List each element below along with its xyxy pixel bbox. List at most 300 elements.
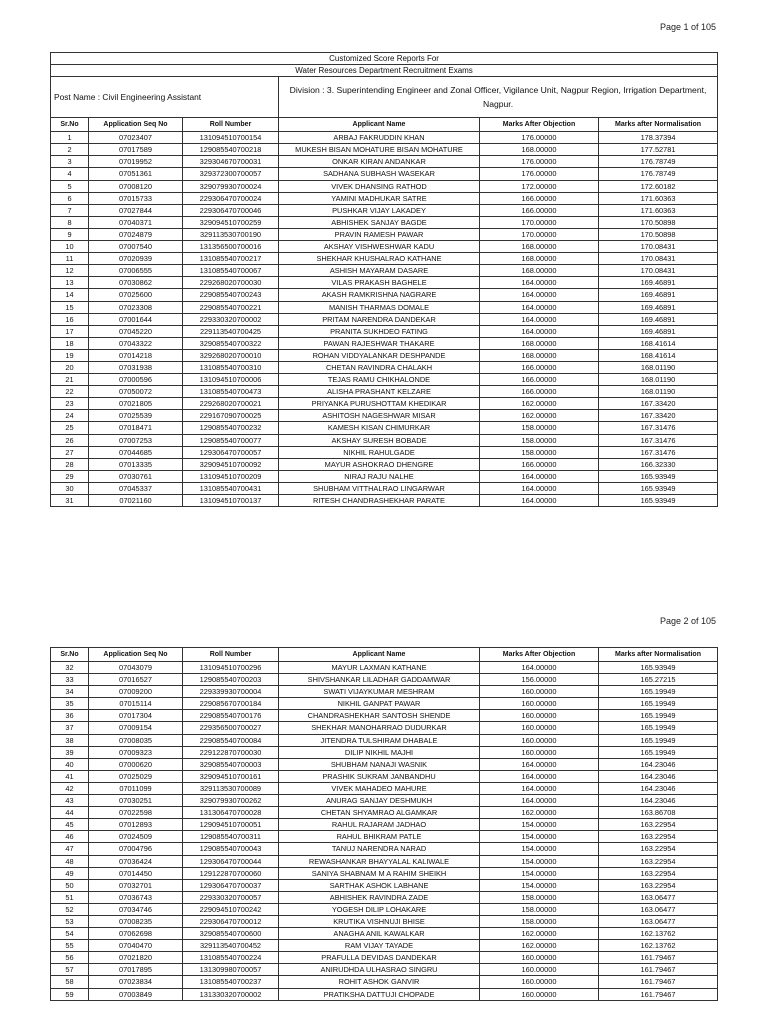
application-seq-cell: 07023308 — [89, 301, 183, 313]
application-seq-cell: 07043322 — [89, 337, 183, 349]
applicant-name-cell: AKASH RAMKRISHNA NAGRARE — [279, 289, 480, 301]
marks-after-objection-cell: 164.00000 — [480, 662, 599, 674]
applicant-name-cell: PRANITA SUKHDEO FATING — [279, 325, 480, 337]
roll-number-cell: 131085540700217 — [183, 253, 279, 265]
sr-no-cell: 55 — [51, 940, 89, 952]
sr-no-cell: 26 — [51, 434, 89, 446]
table-row — [51, 325, 718, 337]
table-row — [51, 374, 718, 386]
applicant-name-cell: MANISH THARMAS DOMALE — [279, 301, 480, 313]
marks-normalised-cell: 165.19949 — [599, 710, 718, 722]
applicant-name-cell: NIKHIL GANPAT PAWAR — [279, 698, 480, 710]
table-row — [51, 241, 718, 253]
roll-number-cell: 131094510700154 — [183, 132, 279, 144]
roll-number-cell: 129085540700077 — [183, 434, 279, 446]
marks-after-objection-cell: 162.00000 — [480, 928, 599, 940]
marks-normalised-cell: 170.08431 — [599, 253, 718, 265]
application-seq-cell: 07019952 — [89, 156, 183, 168]
marks-normalised-cell: 168.41614 — [599, 337, 718, 349]
marks-normalised-cell: 162.13762 — [599, 940, 718, 952]
sr-no-cell: 27 — [51, 446, 89, 458]
marks-after-objection-cell: 160.00000 — [480, 686, 599, 698]
marks-after-objection-cell: 160.00000 — [480, 710, 599, 722]
marks-normalised-cell: 163.22954 — [599, 831, 718, 843]
marks-after-objection-cell: 158.00000 — [480, 446, 599, 458]
page-number-1: Page 1 of 105 — [659, 22, 716, 32]
sr-no-cell: 40 — [51, 758, 89, 770]
marks-after-objection-cell: 160.00000 — [480, 988, 599, 1000]
application-seq-cell: 07016527 — [89, 674, 183, 686]
applicant-name-cell: ASHISH MAYARAM DASARE — [279, 265, 480, 277]
sr-no-cell: 28 — [51, 458, 89, 470]
application-seq-cell: 07011099 — [89, 782, 183, 794]
sr-no-cell: 22 — [51, 386, 89, 398]
roll-number-cell: 131085540700237 — [183, 976, 279, 988]
marks-after-objection-cell: 160.00000 — [480, 976, 599, 988]
marks-after-objection-cell: 164.00000 — [480, 495, 599, 507]
roll-number-cell: 229268020700021 — [183, 398, 279, 410]
table-row — [51, 855, 718, 867]
application-seq-cell: 07008120 — [89, 180, 183, 192]
marks-normalised-cell: 163.22954 — [599, 819, 718, 831]
application-seq-cell: 07012893 — [89, 819, 183, 831]
marks-normalised-cell: 169.46891 — [599, 277, 718, 289]
application-seq-cell: 07006555 — [89, 265, 183, 277]
sr-no-cell: 18 — [51, 337, 89, 349]
roll-number-cell: 131085540700067 — [183, 265, 279, 277]
applicant-name-cell: RAHUL RAJARAM JADHAO — [279, 819, 480, 831]
sr-no-cell: 56 — [51, 952, 89, 964]
roll-number-cell: 131094510700296 — [183, 662, 279, 674]
applicant-name-cell: JITENDRA TULSHIRAM DHABALE — [279, 734, 480, 746]
sr-no-cell: 4 — [51, 168, 89, 180]
marks-after-objection-cell: 164.00000 — [480, 277, 599, 289]
marks-normalised-cell: 161.79467 — [599, 988, 718, 1000]
sr-no-cell: 23 — [51, 398, 89, 410]
table-row — [51, 228, 718, 240]
applicant-name-cell: ANURAG SANJAY DESHMUKH — [279, 795, 480, 807]
marks-normalised-cell: 168.01190 — [599, 374, 718, 386]
table-row — [51, 915, 718, 927]
marks-normalised-cell: 177.52781 — [599, 144, 718, 156]
applicant-name-cell: CHETAN RAVINDRA CHALAKH — [279, 361, 480, 373]
table-row — [51, 192, 718, 204]
roll-number-cell: 329085540700322 — [183, 337, 279, 349]
roll-number-cell: 129306470700044 — [183, 855, 279, 867]
applicant-name-cell: PAWAN RAJESHWAR THAKARE — [279, 337, 480, 349]
table-row — [51, 349, 718, 361]
table-row — [51, 168, 718, 180]
applicant-name-cell: PRAFULLA DEVIDAS DANDEKAR — [279, 952, 480, 964]
marks-normalised-cell: 167.31476 — [599, 446, 718, 458]
table-row — [51, 253, 718, 265]
applicant-name-cell: PRITAM NARENDRA DANDEKAR — [279, 313, 480, 325]
table-row — [51, 482, 718, 494]
roll-number-cell: 131094510700209 — [183, 470, 279, 482]
applicant-name-cell: AKSHAY VISHWESHWAR KADU — [279, 241, 480, 253]
application-seq-cell: 07062698 — [89, 928, 183, 940]
application-seq-cell: 07040470 — [89, 940, 183, 952]
applicant-name-cell: KAMESH KISAN CHIMURKAR — [279, 422, 480, 434]
applicant-name-cell: TANUJ NARENDRA NARAD — [279, 843, 480, 855]
marks-normalised-cell: 165.19949 — [599, 734, 718, 746]
column-header-row — [51, 648, 718, 662]
roll-number-cell: 329079930700024 — [183, 180, 279, 192]
sr-no-cell: 51 — [51, 891, 89, 903]
application-seq-cell: 07004796 — [89, 843, 183, 855]
sr-no-cell: 44 — [51, 807, 89, 819]
marks-normalised-cell: 162.13762 — [599, 928, 718, 940]
marks-after-objection-cell: 166.00000 — [480, 458, 599, 470]
sr-no-cell: 53 — [51, 915, 89, 927]
column-header: Marks after Normalisation — [599, 648, 718, 662]
marks-after-objection-cell: 164.00000 — [480, 301, 599, 313]
application-seq-cell: 07021160 — [89, 495, 183, 507]
applicant-name-cell: PRAVIN RAMESH PAWAR — [279, 228, 480, 240]
roll-number-cell: 329094510700092 — [183, 458, 279, 470]
table-row — [51, 807, 718, 819]
applicant-name-cell: SADHANA SUBHASH WASEKAR — [279, 168, 480, 180]
application-seq-cell: 07025029 — [89, 770, 183, 782]
sr-no-cell: 2 — [51, 144, 89, 156]
marks-after-objection-cell: 166.00000 — [480, 361, 599, 373]
column-header: Marks after Normalisation — [599, 118, 718, 132]
sr-no-cell: 58 — [51, 976, 89, 988]
roll-number-cell: 229122870700030 — [183, 746, 279, 758]
marks-after-objection-cell: 154.00000 — [480, 819, 599, 831]
application-seq-cell: 07051361 — [89, 168, 183, 180]
sr-no-cell: 3 — [51, 156, 89, 168]
applicant-name-cell: PRATIKSHA DATTUJI CHOPADE — [279, 988, 480, 1000]
roll-number-cell: 131356500700016 — [183, 241, 279, 253]
applicant-name-cell: VILAS PRAKASH BAGHELE — [279, 277, 480, 289]
applicant-name-cell: ALISHA PRASHANT KELZARE — [279, 386, 480, 398]
roll-number-cell: 229094510700242 — [183, 903, 279, 915]
marks-after-objection-cell: 166.00000 — [480, 192, 599, 204]
table-row — [51, 301, 718, 313]
marks-after-objection-cell: 166.00000 — [480, 204, 599, 216]
table-row — [51, 204, 718, 216]
table-row — [51, 952, 718, 964]
table-row — [51, 734, 718, 746]
table-row — [51, 361, 718, 373]
marks-after-objection-cell: 164.00000 — [480, 289, 599, 301]
marks-after-objection-cell: 168.00000 — [480, 337, 599, 349]
marks-after-objection-cell: 160.00000 — [480, 722, 599, 734]
application-seq-cell: 07031938 — [89, 361, 183, 373]
marks-after-objection-cell: 170.00000 — [480, 228, 599, 240]
roll-number-cell: 329304670700031 — [183, 156, 279, 168]
application-seq-cell: 07009200 — [89, 686, 183, 698]
marks-normalised-cell: 165.27215 — [599, 674, 718, 686]
roll-number-cell: 329113530700190 — [183, 228, 279, 240]
application-seq-cell: 07045337 — [89, 482, 183, 494]
marks-normalised-cell: 168.41614 — [599, 349, 718, 361]
sr-no-cell: 24 — [51, 410, 89, 422]
application-seq-cell: 07008235 — [89, 915, 183, 927]
marks-normalised-cell: 167.31476 — [599, 434, 718, 446]
marks-normalised-cell: 163.86708 — [599, 807, 718, 819]
table-row — [51, 674, 718, 686]
roll-number-cell: 229085540700084 — [183, 734, 279, 746]
applicant-name-cell: ANAGHA ANIL KAWALKAR — [279, 928, 480, 940]
application-seq-cell: 07007540 — [89, 241, 183, 253]
application-seq-cell: 07007253 — [89, 434, 183, 446]
sr-no-cell: 20 — [51, 361, 89, 373]
column-header: Marks After Objection — [480, 118, 599, 132]
marks-normalised-cell: 163.22954 — [599, 855, 718, 867]
table-row — [51, 470, 718, 482]
sr-no-cell: 15 — [51, 301, 89, 313]
applicant-name-cell: SHIVSHANKAR LILADHAR GADDAMWAR — [279, 674, 480, 686]
sr-no-cell: 34 — [51, 686, 89, 698]
applicant-name-cell: RAM VIJAY TAYADE — [279, 940, 480, 952]
applicant-name-cell: ROHIT ASHOK GANVIR — [279, 976, 480, 988]
marks-normalised-cell: 164.23046 — [599, 770, 718, 782]
application-seq-cell: 07024509 — [89, 831, 183, 843]
marks-after-objection-cell: 166.00000 — [480, 386, 599, 398]
roll-number-cell: 329372300700057 — [183, 168, 279, 180]
applicant-name-cell: MAYUR LAXMAN KATHANE — [279, 662, 480, 674]
roll-number-cell: 129122870700060 — [183, 867, 279, 879]
roll-number-cell: 129085540700232 — [183, 422, 279, 434]
roll-number-cell: 329085540700600 — [183, 928, 279, 940]
marks-after-objection-cell: 164.00000 — [480, 795, 599, 807]
page-number-2: Page 2 of 105 — [659, 616, 716, 626]
roll-number-cell: 131330320700002 — [183, 988, 279, 1000]
sr-no-cell: 45 — [51, 819, 89, 831]
column-header: Marks After Objection — [480, 648, 599, 662]
table-row — [51, 710, 718, 722]
application-seq-cell: 07015114 — [89, 698, 183, 710]
marks-after-objection-cell: 154.00000 — [480, 843, 599, 855]
application-seq-cell: 07040371 — [89, 216, 183, 228]
marks-normalised-cell: 169.46891 — [599, 325, 718, 337]
sr-no-cell: 8 — [51, 216, 89, 228]
table-row — [51, 686, 718, 698]
marks-after-objection-cell: 158.00000 — [480, 434, 599, 446]
roll-number-cell: 131085540700473 — [183, 386, 279, 398]
roll-number-cell: 329079930700262 — [183, 795, 279, 807]
sr-no-cell: 50 — [51, 879, 89, 891]
applicant-name-cell: MAYUR ASHOKRAO DHENGRE — [279, 458, 480, 470]
marks-after-objection-cell: 162.00000 — [480, 807, 599, 819]
sr-no-cell: 43 — [51, 795, 89, 807]
marks-after-objection-cell: 164.00000 — [480, 770, 599, 782]
table-row — [51, 313, 718, 325]
marks-after-objection-cell: 158.00000 — [480, 915, 599, 927]
application-seq-cell: 07050072 — [89, 386, 183, 398]
sr-no-cell: 38 — [51, 734, 89, 746]
application-seq-cell: 07017589 — [89, 144, 183, 156]
marks-after-objection-cell: 162.00000 — [480, 940, 599, 952]
marks-normalised-cell: 161.79467 — [599, 952, 718, 964]
applicant-name-cell: ASHITOSH NAGESHWAR MISAR — [279, 410, 480, 422]
marks-normalised-cell: 167.33420 — [599, 410, 718, 422]
marks-normalised-cell: 168.01190 — [599, 386, 718, 398]
table-row — [51, 386, 718, 398]
sr-no-cell: 25 — [51, 422, 89, 434]
sr-no-cell: 35 — [51, 698, 89, 710]
marks-after-objection-cell: 170.00000 — [480, 216, 599, 228]
marks-normalised-cell: 165.19949 — [599, 698, 718, 710]
table-row — [51, 132, 718, 144]
sr-no-cell: 21 — [51, 374, 89, 386]
roll-number-cell: 131094510700137 — [183, 495, 279, 507]
marks-normalised-cell: 165.93949 — [599, 470, 718, 482]
marks-normalised-cell: 164.23046 — [599, 795, 718, 807]
sr-no-cell: 10 — [51, 241, 89, 253]
application-seq-cell: 07003849 — [89, 988, 183, 1000]
applicant-name-cell: NIRAJ RAJU NALHE — [279, 470, 480, 482]
table-row — [51, 144, 718, 156]
roll-number-cell: 229085670700184 — [183, 698, 279, 710]
application-seq-cell: 07020939 — [89, 253, 183, 265]
applicant-name-cell: SHEKHAR MANOHARRAO DUDURKAR — [279, 722, 480, 734]
table-row — [51, 891, 718, 903]
marks-after-objection-cell: 158.00000 — [480, 891, 599, 903]
report-title-line-1: Customized Score Reports For — [51, 53, 718, 65]
marks-after-objection-cell: 164.00000 — [480, 313, 599, 325]
sr-no-cell: 47 — [51, 843, 89, 855]
application-seq-cell: 07009323 — [89, 746, 183, 758]
table-row — [51, 879, 718, 891]
roll-number-cell: 229306470700012 — [183, 915, 279, 927]
application-seq-cell: 07025600 — [89, 289, 183, 301]
roll-number-cell: 129085540700218 — [183, 144, 279, 156]
roll-number-cell: 129085540700311 — [183, 831, 279, 843]
sr-no-cell: 52 — [51, 903, 89, 915]
applicant-name-cell: DILIP NIKHIL MAJHI — [279, 746, 480, 758]
application-seq-cell: 07023834 — [89, 976, 183, 988]
marks-after-objection-cell: 168.00000 — [480, 349, 599, 361]
table-row — [51, 277, 718, 289]
roll-number-cell: 129306470700037 — [183, 879, 279, 891]
application-seq-cell: 07032701 — [89, 879, 183, 891]
applicant-name-cell: SHUBHAM NANAJI WASNIK — [279, 758, 480, 770]
marks-after-objection-cell: 160.00000 — [480, 734, 599, 746]
application-seq-cell: 07014450 — [89, 867, 183, 879]
column-header: Roll Number — [183, 118, 279, 132]
applicant-name-cell: MUKESH BISAN MOHATURE BISAN MOHATURE — [279, 144, 480, 156]
marks-normalised-cell: 168.01190 — [599, 361, 718, 373]
application-seq-cell: 07043079 — [89, 662, 183, 674]
table-row — [51, 976, 718, 988]
applicant-name-cell: YAMINI MADHUKAR SATRE — [279, 192, 480, 204]
sr-no-cell: 30 — [51, 482, 89, 494]
roll-number-cell: 131094510700006 — [183, 374, 279, 386]
table-row — [51, 867, 718, 879]
marks-normalised-cell: 163.22954 — [599, 843, 718, 855]
applicant-name-cell: RITESH CHANDRASHEKHAR PARATE — [279, 495, 480, 507]
application-seq-cell: 07017304 — [89, 710, 183, 722]
roll-number-cell: 329113530700089 — [183, 782, 279, 794]
marks-after-objection-cell: 164.00000 — [480, 482, 599, 494]
marks-after-objection-cell: 160.00000 — [480, 964, 599, 976]
application-seq-cell: 07030761 — [89, 470, 183, 482]
table-row — [51, 722, 718, 734]
marks-normalised-cell: 176.78749 — [599, 168, 718, 180]
marks-normalised-cell: 163.06477 — [599, 891, 718, 903]
marks-after-objection-cell: 154.00000 — [480, 831, 599, 843]
marks-normalised-cell: 171.60363 — [599, 192, 718, 204]
application-seq-cell: 07023407 — [89, 132, 183, 144]
application-seq-cell: 07013335 — [89, 458, 183, 470]
roll-number-cell: 229330320700057 — [183, 891, 279, 903]
application-seq-cell: 07021820 — [89, 952, 183, 964]
applicant-name-cell: KRUTIKA VISHNUJI BHISE — [279, 915, 480, 927]
applicant-name-cell: ABHISHEK RAVINDRA ZADE — [279, 891, 480, 903]
table-row — [51, 940, 718, 952]
marks-normalised-cell: 163.06477 — [599, 903, 718, 915]
column-header: Sr.No — [51, 648, 89, 662]
table-row — [51, 843, 718, 855]
column-header-row — [51, 118, 718, 132]
application-seq-cell: 07021805 — [89, 398, 183, 410]
sr-no-cell: 42 — [51, 782, 89, 794]
table-row — [51, 434, 718, 446]
sr-no-cell: 39 — [51, 746, 89, 758]
roll-number-cell: 229113540700425 — [183, 325, 279, 337]
application-seq-cell: 07001644 — [89, 313, 183, 325]
marks-after-objection-cell: 158.00000 — [480, 422, 599, 434]
table-row — [51, 422, 718, 434]
column-header: Applicant Name — [279, 118, 480, 132]
table-row — [51, 398, 718, 410]
marks-after-objection-cell: 160.00000 — [480, 698, 599, 710]
table-row — [51, 337, 718, 349]
application-seq-cell: 07000620 — [89, 758, 183, 770]
applicant-name-cell: SWATI VIJAYKUMAR MESHRAM — [279, 686, 480, 698]
application-seq-cell: 07000596 — [89, 374, 183, 386]
table-row — [51, 770, 718, 782]
table-row — [51, 662, 718, 674]
marks-normalised-cell: 167.33420 — [599, 398, 718, 410]
application-seq-cell: 07030862 — [89, 277, 183, 289]
sr-no-cell: 37 — [51, 722, 89, 734]
applicant-name-cell: ABHISHEK SANJAY BAGDE — [279, 216, 480, 228]
marks-normalised-cell: 172.60182 — [599, 180, 718, 192]
table-row — [51, 156, 718, 168]
roll-number-cell: 229167090700025 — [183, 410, 279, 422]
marks-normalised-cell: 176.78749 — [599, 156, 718, 168]
sr-no-cell: 11 — [51, 253, 89, 265]
table-row — [51, 831, 718, 843]
applicant-name-cell: PRASHIK SUKRAM JANBANDHU — [279, 770, 480, 782]
applicant-name-cell: SHUBHAM VITTHALRAO LINGARWAR — [279, 482, 480, 494]
table-row — [51, 782, 718, 794]
sr-no-cell: 46 — [51, 831, 89, 843]
sr-no-cell: 48 — [51, 855, 89, 867]
marks-after-objection-cell: 176.00000 — [480, 156, 599, 168]
table-row — [51, 795, 718, 807]
sr-no-cell: 49 — [51, 867, 89, 879]
applicant-name-cell: VIVEK DHANSING RATHOD — [279, 180, 480, 192]
sr-no-cell: 54 — [51, 928, 89, 940]
marks-normalised-cell: 170.08431 — [599, 265, 718, 277]
applicant-name-cell: ANIRUDHDA ULHASRAO SINGRU — [279, 964, 480, 976]
sr-no-cell: 57 — [51, 964, 89, 976]
roll-number-cell: 229085540700221 — [183, 301, 279, 313]
column-header: Sr.No — [51, 118, 89, 132]
applicant-name-cell: YOGESH DILIP LOHAKARE — [279, 903, 480, 915]
application-seq-cell: 07025539 — [89, 410, 183, 422]
applicant-name-cell: RAHUL BHIKRAM PATLE — [279, 831, 480, 843]
applicant-name-cell: SHEKHAR KHUSHALRAO KATHANE — [279, 253, 480, 265]
sr-no-cell: 16 — [51, 313, 89, 325]
marks-normalised-cell: 165.93949 — [599, 482, 718, 494]
applicant-name-cell: ROHAN VIDDYALANKAR DESHPANDE — [279, 349, 480, 361]
